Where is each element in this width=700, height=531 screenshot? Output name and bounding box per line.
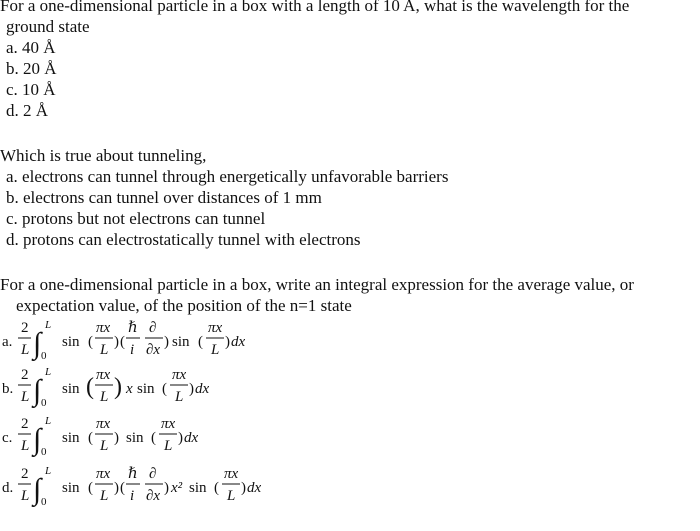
upper-limit: L	[45, 415, 52, 427]
dx-term: dx	[184, 430, 199, 446]
open-paren: (	[88, 430, 93, 446]
q3-option-d	[0, 463, 320, 507]
q3-option-c	[0, 413, 320, 457]
q1-option-c: c. 10 Å	[6, 80, 56, 99]
dx-term: dx	[247, 480, 262, 496]
q2-option-a: a. electrons can tunnel through energetically unfavorable barriers	[6, 167, 449, 186]
close-paren: )	[189, 381, 194, 397]
coef-numerator: 2	[21, 367, 29, 383]
partial-x: ∂x	[146, 342, 161, 358]
lower-limit: 0	[41, 496, 47, 507]
pi-x-numerator: πx	[96, 416, 111, 432]
option-letter: d.	[2, 480, 14, 496]
close-paren: )	[225, 334, 230, 350]
q2-option-d: d. protons can electrostatically tunnel with electrons	[6, 230, 361, 249]
open-paren: (	[120, 480, 125, 496]
open-paren: (	[198, 334, 203, 350]
open-paren: (	[214, 480, 219, 496]
x-term: x	[126, 381, 133, 397]
partial-symbol: ∂	[149, 466, 157, 482]
q3-stem-line2: expectation value, of the position of the n=1 state	[16, 296, 352, 315]
lower-limit: 0	[41, 350, 47, 361]
sin-function: sin	[62, 480, 80, 496]
sin-function: sin	[62, 430, 80, 446]
pi-x-numerator: πx	[96, 320, 111, 336]
sin-function: sin	[189, 480, 207, 496]
dx-term: dx	[195, 381, 210, 397]
q2-option-b: b. electrons can tunnel over distances of 1 mm	[6, 188, 322, 207]
lower-limit: 0	[41, 446, 47, 457]
coef-numerator: 2	[21, 320, 29, 336]
length-denominator: L	[100, 342, 109, 358]
length-denominator: L	[175, 389, 184, 405]
open-paren: (	[151, 430, 156, 446]
q1-stem-line1: For a one-dimensional particle in a box with a length of 10 A, what is the wavelength for the	[0, 0, 630, 15]
open-paren: (	[88, 334, 93, 350]
sin-function: sin	[137, 381, 155, 397]
length-denominator: L	[227, 488, 236, 504]
pi-x-numerator: πx	[96, 367, 111, 383]
q2-option-c: c. protons but not electrons can tunnel	[6, 209, 266, 228]
q1-option-d: d. 2 Å	[6, 101, 49, 120]
length-denominator: L	[100, 438, 109, 454]
q3-option-a	[0, 317, 320, 361]
length-denominator: L	[100, 488, 109, 504]
partial-symbol: ∂	[149, 320, 157, 336]
q1-option-a: a. 40 Å	[6, 38, 56, 57]
coef-denominator: L	[21, 389, 30, 405]
i-symbol: i	[130, 488, 135, 504]
pi-x-numerator: πx	[96, 466, 111, 482]
partial-x: ∂x	[146, 488, 161, 504]
option-letter: a.	[2, 334, 13, 350]
open-paren: (	[120, 334, 125, 350]
open-paren: (	[86, 374, 94, 400]
i-symbol: i	[130, 342, 135, 358]
dx-term: dx	[231, 334, 246, 350]
length-denominator: L	[100, 389, 109, 405]
coef-denominator: L	[21, 342, 30, 358]
integral-sign: ∫	[33, 374, 42, 407]
coef-denominator: L	[21, 488, 30, 504]
coef-denominator: L	[21, 438, 30, 454]
close-paren: )	[178, 430, 183, 446]
close-paren: )	[114, 480, 119, 496]
integral-sign: ∫	[33, 473, 42, 506]
hbar-symbol: ℏ	[128, 320, 138, 336]
length-denominator: L	[164, 438, 173, 454]
pi-x-numerator: πx	[172, 367, 187, 383]
q3-option-b	[0, 364, 320, 408]
close-paren: )	[114, 374, 122, 400]
open-paren: (	[162, 381, 167, 397]
upper-limit: L	[45, 366, 52, 378]
q1-option-b: b. 20 Å	[6, 59, 57, 78]
close-paren: )	[164, 334, 169, 350]
integral-sign: ∫	[33, 423, 42, 456]
pi-x-numerator: πx	[208, 320, 223, 336]
length-denominator: L	[211, 342, 220, 358]
hbar-symbol: ℏ	[128, 466, 138, 482]
option-letter: c.	[2, 430, 13, 446]
q2-stem: Which is true about tunneling,	[0, 146, 207, 165]
open-paren: (	[88, 480, 93, 496]
upper-limit: L	[45, 465, 52, 477]
option-letter: b.	[2, 381, 14, 397]
sin-function: sin	[62, 381, 80, 397]
close-paren: )	[164, 480, 169, 496]
close-paren: )	[114, 334, 119, 350]
close-paren: )	[241, 480, 246, 496]
sin-function: sin	[172, 334, 190, 350]
integral-sign: ∫	[33, 327, 42, 360]
sin-function: sin	[62, 334, 80, 350]
x-squared-term: x²	[171, 480, 183, 496]
coef-numerator: 2	[21, 416, 29, 432]
sin-function: sin	[126, 430, 144, 446]
lower-limit: 0	[41, 397, 47, 408]
q1-stem-line2: ground state	[6, 17, 90, 36]
q3-stem-line1: For a one-dimensional particle in a box, write an integral expression for the average value, or	[0, 275, 634, 294]
close-paren: )	[114, 430, 119, 446]
pi-x-numerator: πx	[161, 416, 176, 432]
pi-x-numerator: πx	[224, 466, 239, 482]
upper-limit: L	[45, 319, 52, 331]
coef-numerator: 2	[21, 466, 29, 482]
